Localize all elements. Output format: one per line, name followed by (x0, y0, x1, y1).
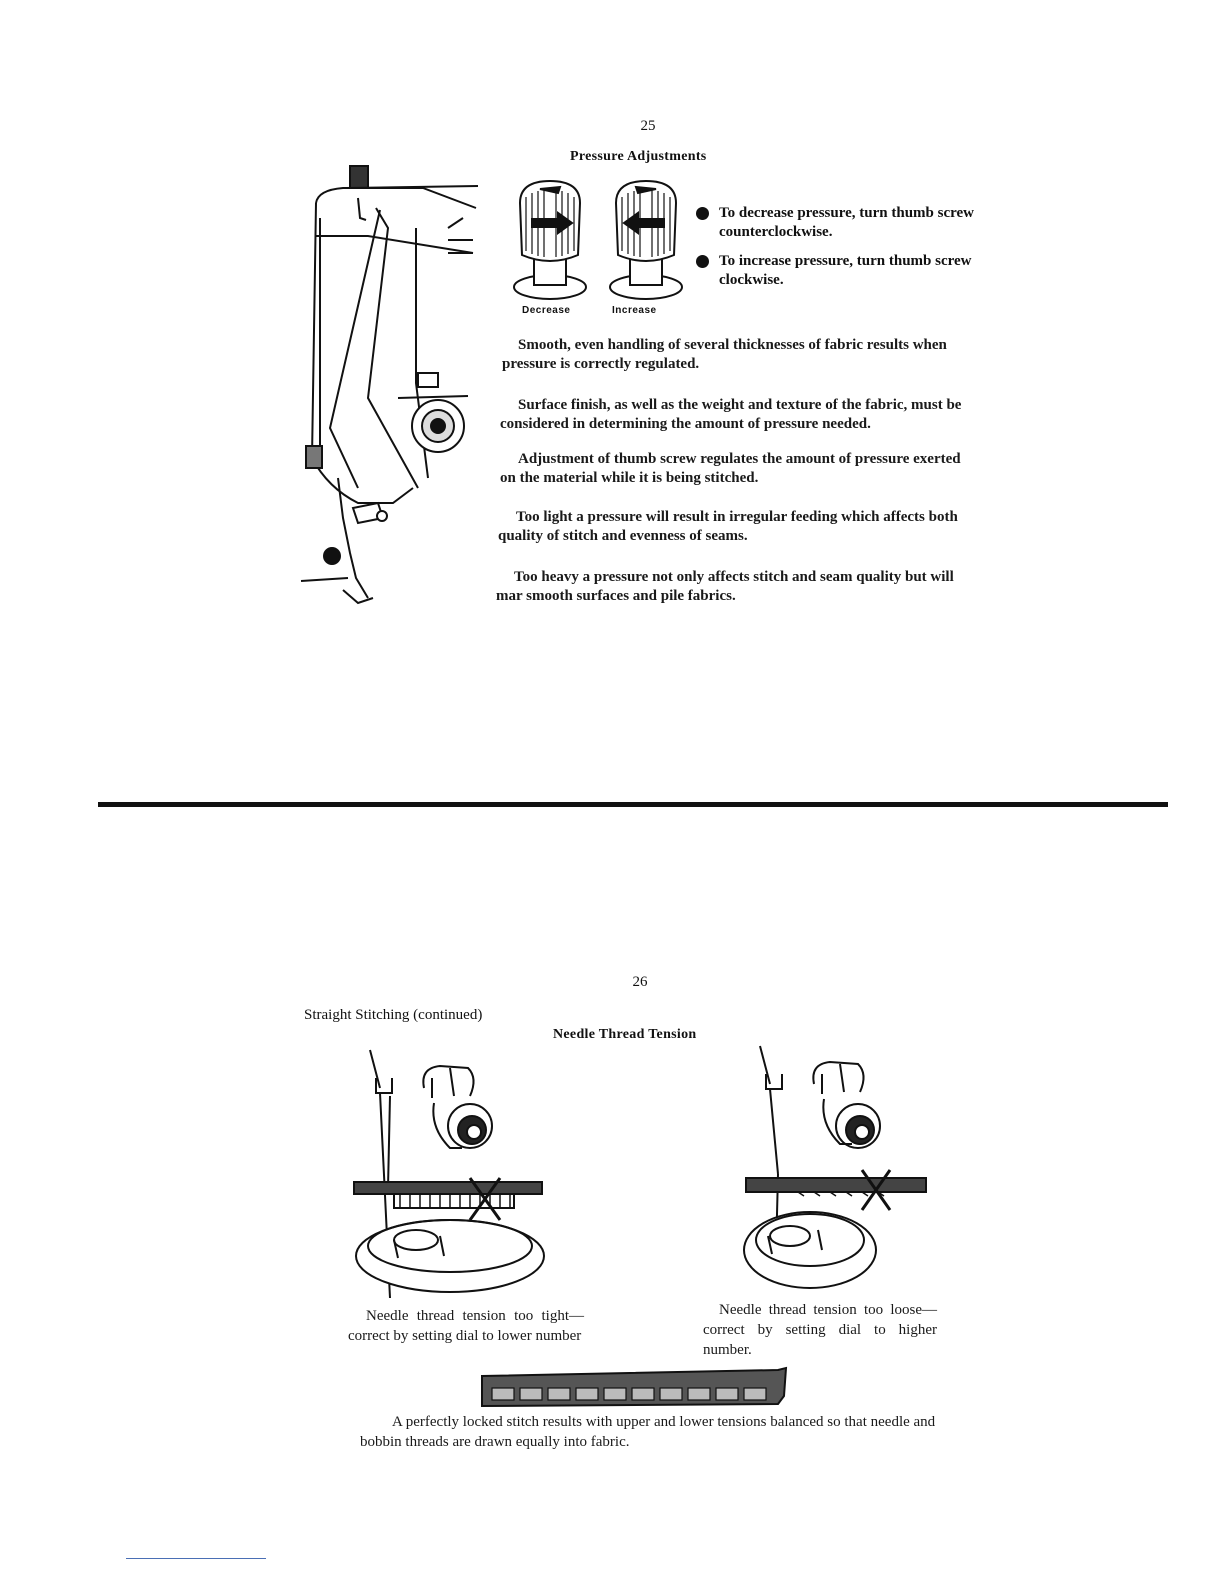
page-number-25: 25 (640, 118, 656, 134)
increase-knob-icon (610, 181, 682, 299)
page-number-26: 26 (632, 974, 648, 990)
bullet-dot-icon (696, 207, 709, 220)
bullet-decrease (696, 204, 980, 242)
increase-label: Increase (612, 305, 657, 316)
bullet-dot-icon (696, 255, 709, 268)
tension-too-tight-illustration (350, 1048, 550, 1298)
pressure-knobs-illustration (510, 175, 690, 303)
bullet-decrease-text: To decrease pressure, turn thumb screw counterclockwise. (719, 205, 974, 240)
caption-tension-too-loose: Needle thread tension too loose—correct by setting dial to higher number. (703, 1302, 937, 1358)
needle-thread-tension-title: Needle Thread Tension (553, 1027, 697, 1042)
sewing-machine-head-illustration (298, 158, 483, 608)
paragraph-1: Smooth, even handling of several thicknesses of fabric results when pressure is correctly regulated. (502, 337, 947, 372)
paragraph-3: Adjustment of thumb screw regulates the amount of pressure exerted on the material while it is being stitched. (500, 451, 961, 486)
decrease-label: Decrease (522, 305, 571, 316)
scan-underline-artifact (126, 1558, 266, 1559)
paragraph-5: Too heavy a pressure not only affects stitch and seam quality but will mar smooth surfaces and pile fabrics. (496, 569, 954, 604)
paragraph-4: Too light a pressure will result in irregular feeding which affects both quality of stitch and evenness of seams. (498, 509, 958, 544)
paragraph-2: Surface finish, as well as the weight and texture of the fabric, must be considered in determining the amount of pressure needed. (500, 397, 962, 432)
page-divider (98, 802, 1168, 807)
section-title: Straight Stitching (continued) (304, 1007, 483, 1023)
balanced-stitch-illustration (478, 1366, 790, 1408)
bullet-increase (696, 252, 980, 290)
caption-balanced-stitch: A perfectly locked stitch results with upper and lower tensions balanced so that needle and bobbin threads are drawn equally into fabric. (360, 1414, 936, 1450)
pressure-adjustments-title: Pressure Adjustments (570, 149, 707, 164)
caption-tension-too-tight: Needle thread tension too tight—correct by setting dial to lower number (348, 1308, 584, 1344)
bullet-increase-text: To increase pressure, turn thumb screw clockwise. (719, 253, 972, 288)
decrease-knob-icon (514, 181, 586, 299)
tension-too-loose-illustration (738, 1044, 938, 1294)
